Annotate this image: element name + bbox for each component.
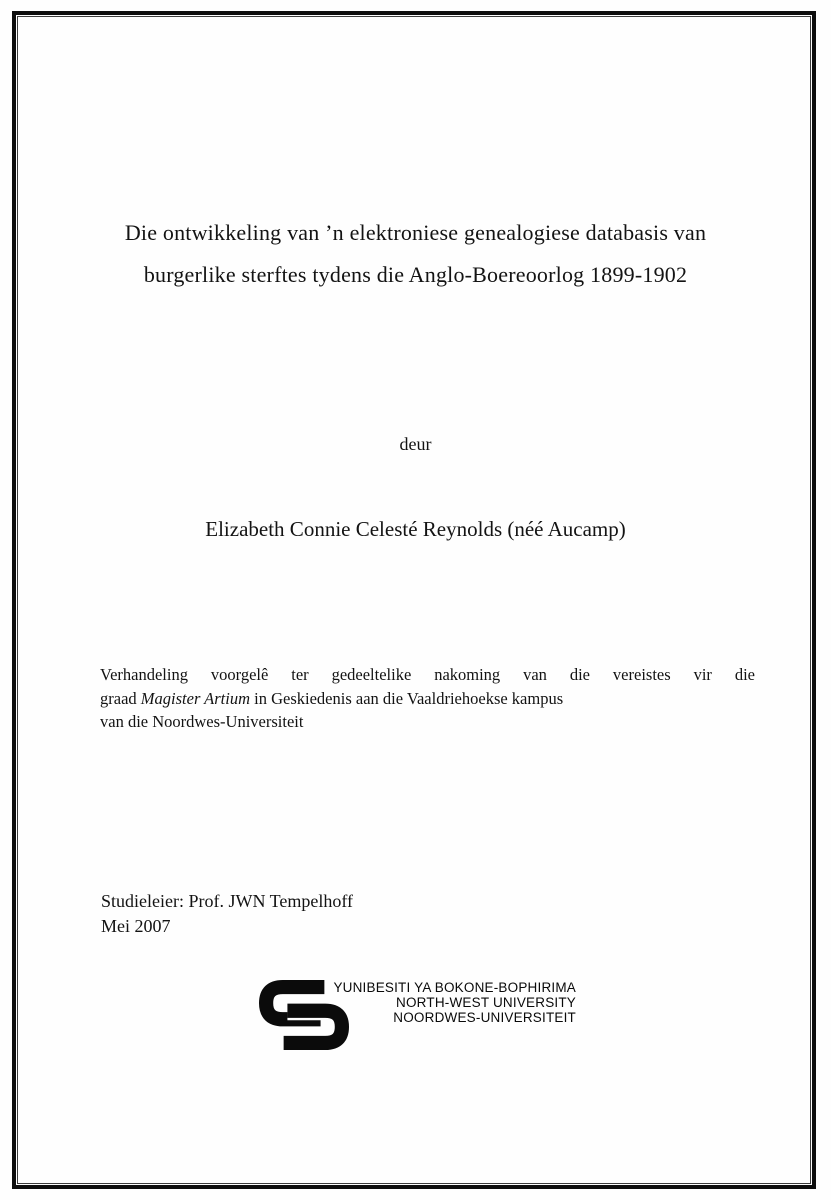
submission-line2-post: in Geskiedenis aan die Vaaldriehoekse kampus <box>250 688 564 708</box>
submission-line2 <box>100 687 755 711</box>
submission-line3: van die Noordwes-Universiteit <box>100 712 304 731</box>
thesis-title-line1: Die ontwikkeling van ’n elektroniese genealogiese databasis van <box>124 220 707 245</box>
byline-label: deur <box>399 434 432 454</box>
degree-name: Magister Artium <box>140 688 251 708</box>
supervisor-block <box>101 889 353 939</box>
submission-line1: Verhandeling voorgelê ter gedeeltelike nakoming van die vereistes vir die <box>100 665 755 684</box>
date-line: Mei 2007 <box>101 916 171 936</box>
thesis-title-line2: burgerlike sterftes tydens die Anglo-Boereoorlog 1899-1902 <box>143 262 688 287</box>
thesis-title <box>55 212 776 296</box>
submission-line2-pre: graad <box>100 688 141 708</box>
supervisor-line: Studieleier: Prof. JWN Tempelhoff <box>101 891 354 911</box>
university-logo <box>258 977 578 1057</box>
author-name: Elizabeth Connie Celesté Reynolds (néé Aucamp) <box>205 517 626 541</box>
university-name-afrikaans: NOORDWES-UNIVERSITEIT <box>393 1010 576 1025</box>
submission-statement <box>100 663 755 734</box>
university-name-setswana: YUNIBESITI YA BOKONE-BOPHIRIMA <box>333 980 576 995</box>
university-name-block <box>318 980 576 1025</box>
university-name-english: NORTH-WEST UNIVERSITY <box>396 995 576 1010</box>
